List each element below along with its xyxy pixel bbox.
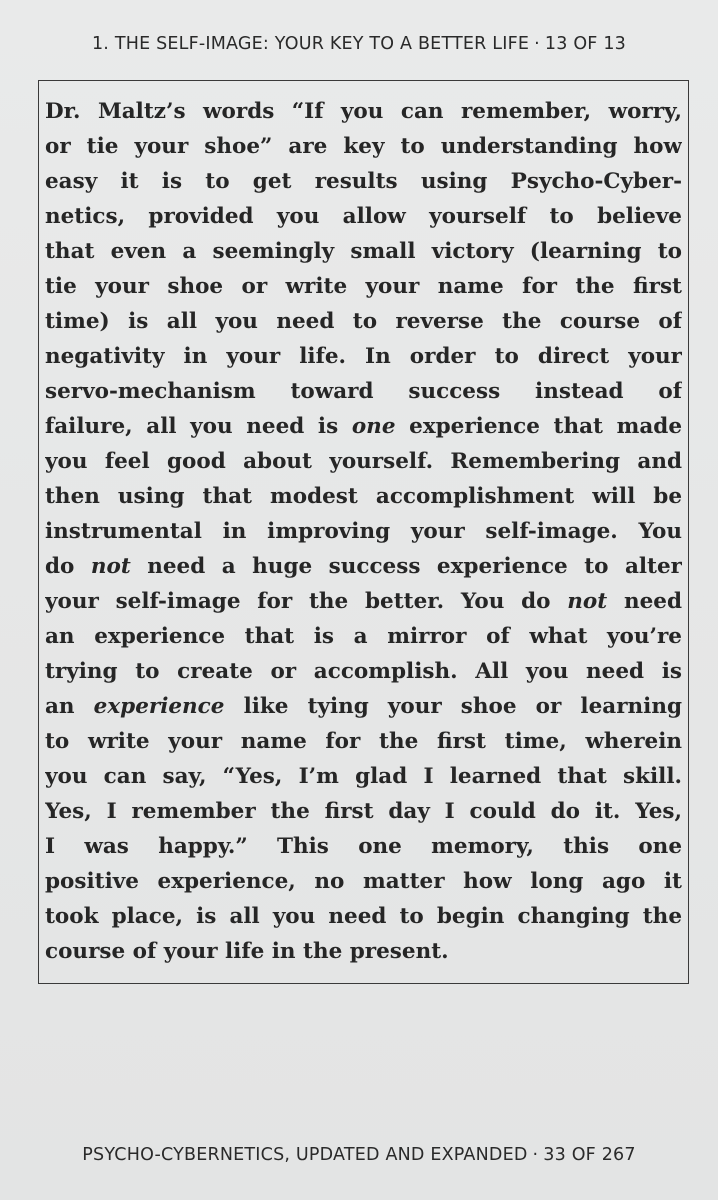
emphasis-not: not xyxy=(567,589,608,614)
book-page-progress: 33 OF 267 xyxy=(543,1145,636,1165)
text-line: time) is all you need to reverse the course of xyxy=(45,309,682,334)
text-line: then using that modest accomplishment will be xyxy=(45,484,682,509)
text-line: failure, all you need is one experience that made xyxy=(45,414,682,439)
text-line: you can say, “Yes, I’m glad I learned that skill. xyxy=(45,764,682,789)
text-line: an experience like tying your shoe or learning xyxy=(45,694,682,719)
text-line: Dr. Maltz’s words “If you can remember, worry, xyxy=(45,99,682,124)
text-line: trying to create or accomplish. All you need is xyxy=(45,659,682,684)
text-line: servo-mechanism toward success instead of xyxy=(45,379,682,404)
emphasis-one: one xyxy=(351,414,396,439)
text-line: that even a seemingly small victory (learning to xyxy=(45,239,682,264)
text-line: I was happy.” This one memory, this one xyxy=(45,834,682,859)
text-line: do not need a huge success experience to alter xyxy=(45,554,682,579)
emphasis-experience: experience xyxy=(93,694,225,719)
chapter-title: 1. THE SELF-IMAGE: YOUR KEY TO A BETTER LIFE xyxy=(91,34,530,54)
text-line: your self-image for the better. You do not need xyxy=(45,589,682,614)
header-separator: · xyxy=(534,34,540,54)
text-line: you feel good about yourself. Remembering and xyxy=(45,449,682,474)
callout-text xyxy=(45,94,682,969)
text-line: easy it is to get results using Psycho-Cyber- xyxy=(45,169,682,194)
text-line: netics, provided you allow yourself to believe xyxy=(45,204,682,229)
text-line: an experience that is a mirror of what you’re xyxy=(45,624,682,649)
text-line: course of your life in the present. xyxy=(45,939,449,964)
text-line: took place, is all you need to begin changing the xyxy=(45,904,682,929)
chapter-page-progress: 13 OF 13 xyxy=(544,34,627,54)
callout-box xyxy=(38,80,689,984)
text-line: Yes, I remember the first day I could do it. Yes, xyxy=(45,799,682,824)
text-line: negativity in your life. In order to direct your xyxy=(45,344,682,369)
text-line: or tie your shoe” are key to understanding how xyxy=(45,134,682,159)
text-line: positive experience, no matter how long ago it xyxy=(45,869,682,894)
text-line: to write your name for the first time, wherein xyxy=(45,729,682,754)
text-line: tie your shoe or write your name for the first xyxy=(45,274,682,299)
book-title: PSYCHO-CYBERNETICS, UPDATED AND EXPANDED xyxy=(82,1145,528,1165)
footer-separator: · xyxy=(532,1145,539,1165)
text-line: instrumental in improving your self-image. You xyxy=(45,519,682,544)
book-footer xyxy=(0,1145,718,1165)
emphasis-not: not xyxy=(90,554,131,579)
chapter-header xyxy=(0,34,718,54)
